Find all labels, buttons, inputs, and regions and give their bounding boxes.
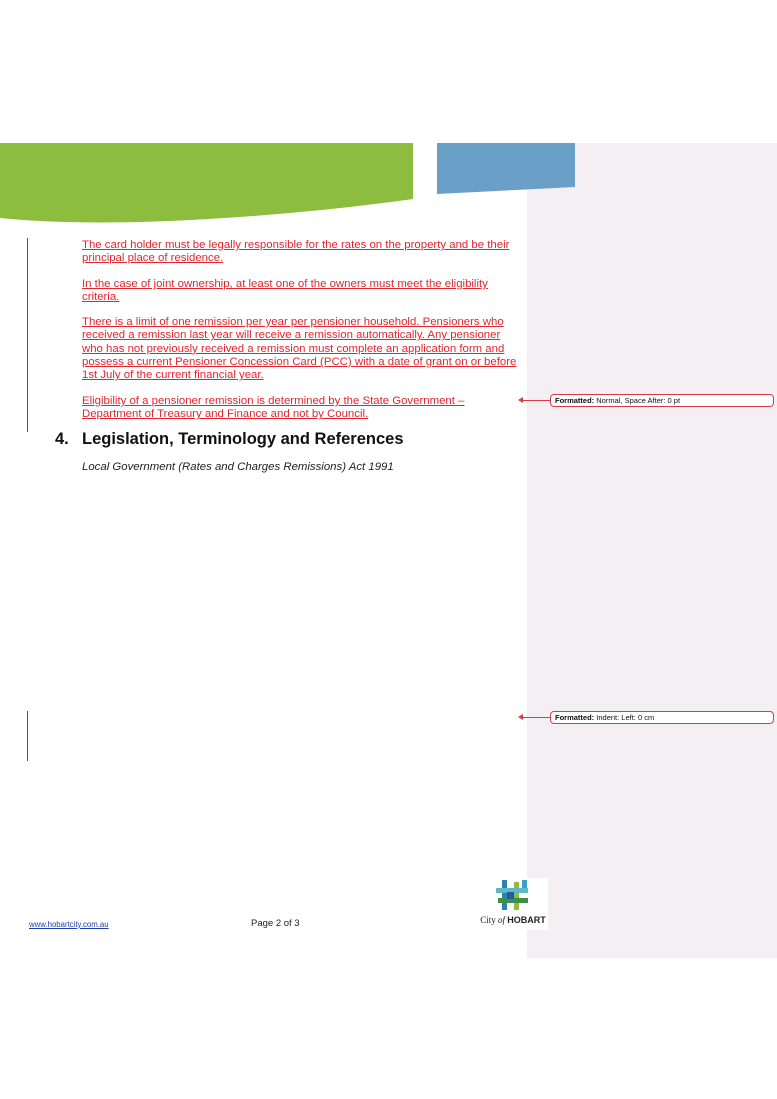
change-bar [27,238,28,432]
formatting-comment-balloon[interactable] [550,394,774,407]
green-wave-shape [0,143,413,222]
section-title: Legislation, Terminology and References [82,430,404,448]
hobart-logo-mark-icon [478,878,548,914]
balloon-arrow-icon [518,397,523,403]
revision-paragraph-joint-ownership: In the case of joint ownership, at least one of the owners must meet the eligibility criteria. [82,278,488,304]
section-heading [55,430,404,449]
balloon-connector-line [521,400,550,401]
balloon-connector-line [521,717,550,718]
balloon-text: Normal, Space After: 0 pt [596,396,681,405]
balloon-text: Indent: Left: 0 cm [596,713,655,722]
revision-paragraph-remission-limit: There is a limit of one remission per year per pensioner household. Pensioners who received a remission last year will receive a remission automatically. Any pensioner who has not previously received a remission must complete an application form and possess a current Pensioner Concession Card (PCC) with a date of grant on or before 1st July of the current financial year. [82,316,517,382]
blue-block-shape [437,143,575,194]
formatting-comment-balloon[interactable] [550,711,774,724]
logo-wordmark: City of HOBART [480,915,546,925]
revision-paragraph-eligibility: Eligibility of a pensioner remission is determined by the State Government – Department of Treasury and Finance and not by Council. [82,395,465,421]
legislation-reference: Local Government (Rates and Charges Remissions) Act 1991 [82,461,394,473]
comment-margin-pane [527,143,777,958]
change-bar [27,711,28,761]
balloon-label: Formatted: [555,396,595,405]
revision-paragraph-residence: The card holder must be legally responsible for the rates on the property and be their principal place of residence. [82,239,510,265]
page-number: Page 2 of 3 [251,918,300,929]
footer-website-link[interactable]: www.hobartcity.com.au [29,920,109,929]
city-of-hobart-logo [478,878,548,930]
balloon-label: Formatted: [555,713,595,722]
section-number: 4. [55,430,69,448]
header-banner [0,143,575,226]
balloon-arrow-icon [518,714,523,720]
